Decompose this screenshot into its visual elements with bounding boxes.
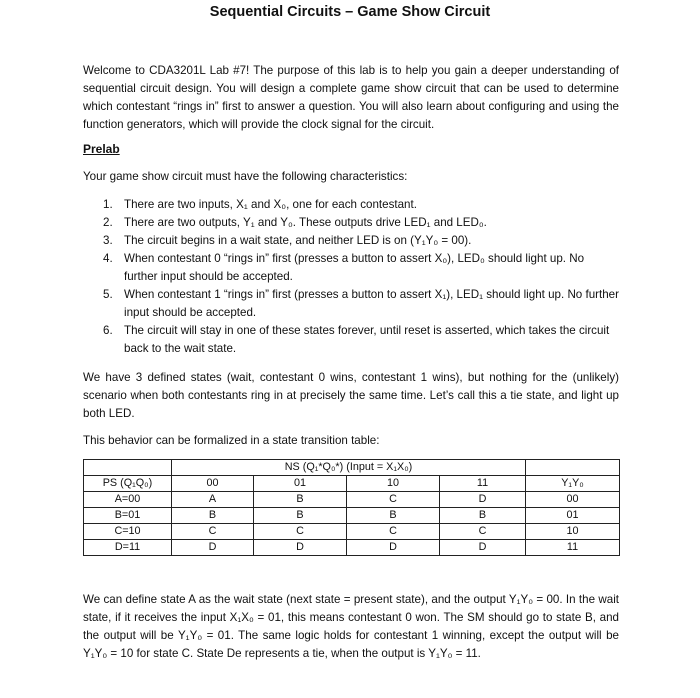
table-header-row [84, 476, 620, 492]
table-row: D=11 D D D D 11 [84, 540, 620, 556]
input-header: 01 [254, 476, 347, 492]
present-state-header: PS (Q₁Q₀) [84, 476, 172, 492]
list-item: 3. The circuit begins in a wait state, and neither LED is on (Y₁Y₀ = 00). [103, 234, 472, 247]
input-header: 11 [440, 476, 526, 492]
table-header-row [84, 460, 620, 476]
tie-paragraph: We have 3 defined states (wait, contestant 0 wins, contestant 1 wins), but nothing for the (unlikely) scenario when both contestants ring in at precisely the same time. Let’s call this a tie state, and light up both LED. [83, 371, 619, 420]
prelab-heading: Prelab [83, 142, 120, 156]
table-row: B=01 B B B B 01 [84, 508, 620, 524]
intro-paragraph: Welcome to CDA3201L Lab #7! The purpose of this lab is to help you gain a deeper understanding of sequential circuit design. You will design a complete game show circuit that can be used to determine which contestant “rings in” first to answer a question. You will also learn about configuring and using the function generators, which will provide the clock signal for the circuit. [83, 64, 619, 131]
next-state-header: NS (Q₁*Q₀*) (Input = X₁X₀) [172, 460, 526, 476]
list-item: 5. When contestant 1 “rings in” first (presses a button to assert X₁), LED₁ should light up. No further input should be accepted. [103, 288, 619, 319]
requirements-list [103, 196, 619, 358]
table-intro: This behavior can be formalized in a state transition table: [83, 434, 380, 447]
table-row: C=10 C C C C 10 [84, 524, 620, 540]
list-item: 6. The circuit will stay in one of these states forever, until reset is asserted, which takes the circuit back to the wait state. [103, 324, 610, 355]
input-header: 00 [172, 476, 254, 492]
characteristics-intro: Your game show circuit must have the following characteristics: [83, 170, 408, 183]
output-header: Y₁Y₀ [526, 476, 620, 492]
list-item: 4. When contestant 0 “rings in” first (presses a button to assert X₀), LED₀ should light up. No further input should be accepted. [103, 252, 585, 283]
closing-paragraph: We can define state A as the wait state (next state = present state), and the output Y₁Y₀ = 00. In the wait state, if it receives the input X₁X₀ = 01, this means contestant 0 won. The SM should go to state B, and the output will be Y₁Y₀ = 01. The same logic holds for contestant 1 winning, except the output will be Y₁Y₀ = 10 for state C. State De represents a tie, when the output is Y₁Y₀ = 11. [83, 593, 619, 660]
list-item: 2. There are two outputs, Y₁ and Y₀. These outputs drive LED₁ and LED₀. [103, 216, 487, 229]
state-transition-table [83, 459, 620, 556]
table-row: A=00 A B C D 00 [84, 492, 620, 508]
list-item: 1. There are two inputs, X₁ and X₀, one for each contestant. [103, 198, 417, 211]
input-header: 10 [347, 476, 440, 492]
page-title: Sequential Circuits – Game Show Circuit [209, 4, 491, 20]
